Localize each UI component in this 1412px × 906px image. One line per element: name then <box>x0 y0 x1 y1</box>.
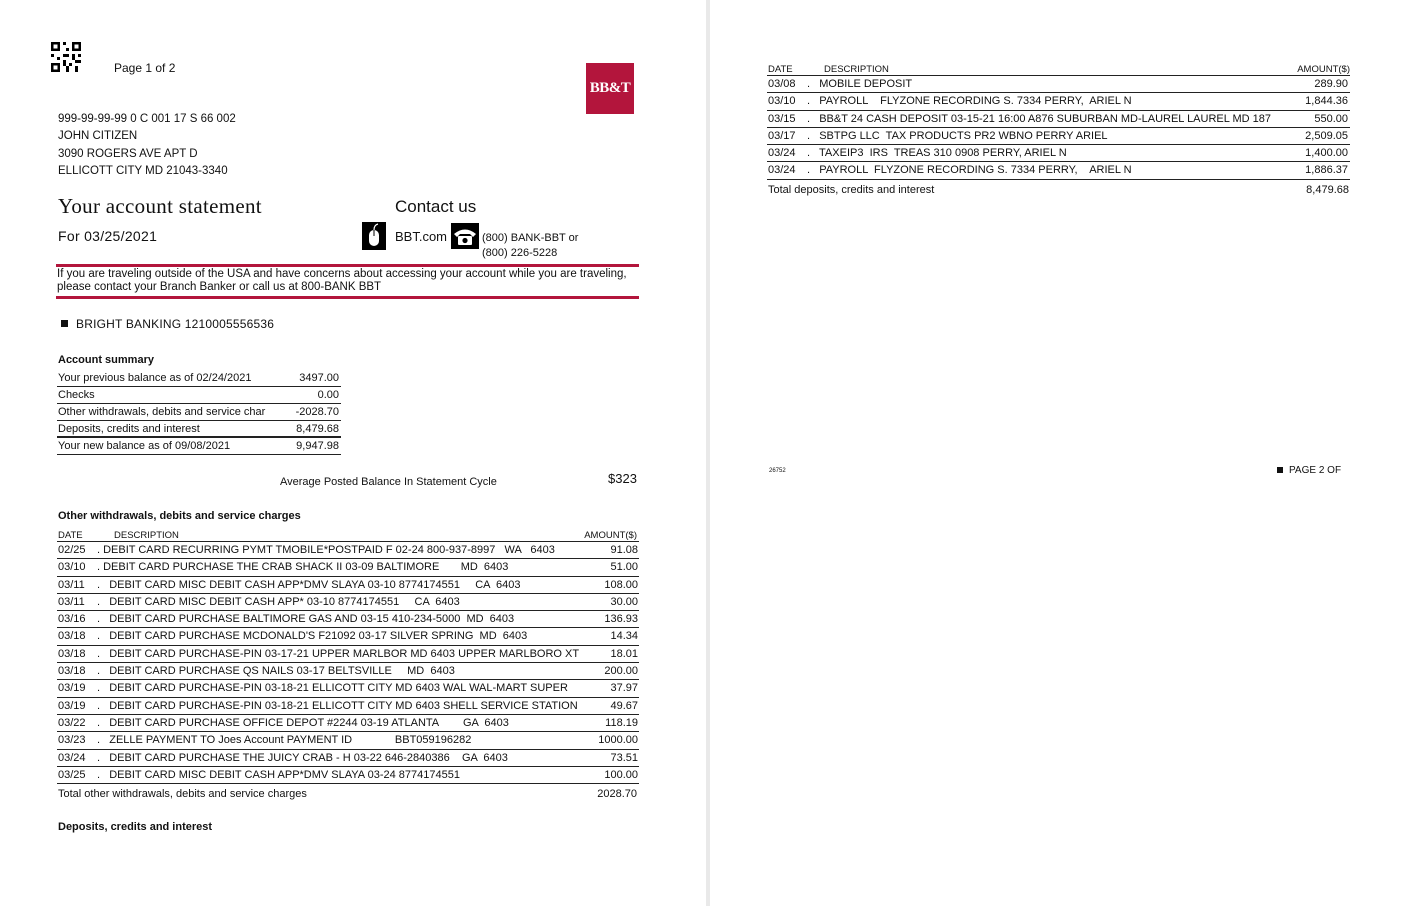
summary-label: Deposits, credits and interest <box>58 423 200 435</box>
transaction-description: . DEBIT CARD MISC DEBIT CASH APP*DMV SLAYA 03-24 8774174551 <box>97 768 460 781</box>
transaction-description: . PAYROLL FLYZONE RECORDING S. 7334 PERRY, ARIEL N <box>807 95 1132 108</box>
transaction-date: 03/18 <box>58 630 86 643</box>
transaction-amount: 91.08 <box>610 544 638 556</box>
transaction-date: 03/11 <box>58 578 85 591</box>
summary-row <box>57 438 341 455</box>
table-row <box>767 93 1350 110</box>
transaction-amount: 14.34 <box>610 630 638 643</box>
average-balance-value: $323 <box>608 471 637 486</box>
transaction-description: . DEBIT CARD PURCHASE BALTIMORE GAS AND 03-15 410-234-5000 MD 6403 <box>97 613 515 626</box>
transaction-description: . TAXEIP3 IRS TREAS 310 0908 PERRY, ARIEL N <box>807 147 1067 160</box>
transaction-date: 03/23 <box>58 734 86 747</box>
summary-value: 8,479.68 <box>296 423 339 435</box>
transaction-description: . DEBIT CARD PURCHASE MCDONALD'S F21092 03-17 SILVER SPRING MD 6403 <box>97 630 528 643</box>
column-header-date: DATE <box>768 64 793 75</box>
column-header-description: DESCRIPTION <box>114 530 179 541</box>
transaction-date: 03/19 <box>58 699 86 712</box>
transaction-amount: 2,509.05 <box>1305 129 1348 142</box>
transaction-description: . DEBIT CARD PURCHASE THE JUICY CRAB - H 03-22 646-2840386 GA 6403 <box>97 751 508 764</box>
transaction-amount: 100.00 <box>604 768 638 781</box>
summary-row <box>57 421 341 438</box>
address-line: 3090 ROGERS AVE APT D <box>58 148 198 160</box>
table-row <box>57 732 639 749</box>
travel-notice: If you are traveling outside of the USA and have concerns about accessing your account while you are traveling, please contact your Branch Banker or call us at 800-BANK BBT <box>56 264 639 299</box>
column-header-date: DATE <box>58 530 83 541</box>
transaction-amount: 37.97 <box>610 682 638 695</box>
telephone-icon <box>451 223 479 249</box>
phone-number: (800) BANK-BBT or <box>482 232 579 244</box>
summary-label: Your previous balance as of 02/24/2021 <box>58 372 252 384</box>
transaction-date: 02/25 <box>58 544 86 556</box>
bank-logo: BB&T <box>586 63 634 114</box>
transaction-amount: 136.93 <box>604 613 638 626</box>
transaction-description: . DEBIT CARD PURCHASE-PIN 03-18-21 ELLICOTT CITY MD 6403 SHELL SERVICE STATION <box>97 699 578 712</box>
transaction-amount: 289.90 <box>1314 78 1348 90</box>
footer-code: 26752 <box>769 468 786 474</box>
table-row <box>57 646 639 663</box>
column-header-amount: AMOUNT($) <box>1297 64 1350 75</box>
transaction-description: . DEBIT CARD PURCHASE-PIN 03-17-21 UPPER MARLBOR MD 6403 UPPER MARLBORO XT <box>97 647 580 660</box>
transaction-date: 03/19 <box>58 682 86 695</box>
section-heading: Deposits, credits and interest <box>58 821 213 833</box>
transaction-description: . ZELLE PAYMENT TO Joes Account PAYMENT ID BBT059196282 <box>97 734 472 747</box>
table-row <box>57 680 639 697</box>
summary-row <box>57 370 341 387</box>
transaction-date: 03/24 <box>768 147 796 160</box>
transaction-description: . MOBILE DEPOSIT <box>807 78 913 90</box>
table-row <box>57 767 639 784</box>
transaction-date: 03/11 <box>58 595 85 608</box>
footer-page-number: PAGE 2 OF <box>1289 465 1342 476</box>
deposits-total-value: 8,479.68 <box>1306 184 1349 196</box>
table-row <box>57 715 639 732</box>
table-row <box>767 145 1350 162</box>
bullet-icon <box>1277 467 1283 473</box>
summary-value: -2028.70 <box>295 406 339 418</box>
transaction-amount: 1,400.00 <box>1305 147 1348 160</box>
transaction-amount: 550.00 <box>1314 112 1348 125</box>
address-line: ELLICOTT CITY MD 21043-3340 <box>58 165 228 177</box>
transaction-description: . DEBIT CARD MISC DEBIT CASH APP* 03-10 8774174551 CA 6403 <box>97 595 460 608</box>
transaction-amount: 1000.00 <box>598 734 638 747</box>
table-row <box>767 111 1350 128</box>
summary-label: Your new balance as of 09/08/2021 <box>58 440 231 452</box>
transaction-date: 03/18 <box>58 647 86 660</box>
table-row <box>57 594 639 611</box>
table-row <box>767 76 1350 93</box>
summary-label: Checks <box>58 389 95 401</box>
summary-value: 3497.00 <box>299 372 339 384</box>
transaction-date: 03/16 <box>58 613 86 626</box>
transaction-amount: 1,886.37 <box>1305 164 1348 177</box>
table-row <box>57 698 639 715</box>
statement-title: Your account statement <box>58 194 262 218</box>
table-row <box>57 663 639 680</box>
summary-value: 0.00 <box>317 389 339 401</box>
column-header-description: DESCRIPTION <box>824 64 889 75</box>
section-heading: Other withdrawals, debits and service charges <box>58 510 301 522</box>
deposits-table <box>767 76 1350 180</box>
transaction-date: 03/24 <box>58 751 86 764</box>
transaction-description: . DEBIT CARD MISC DEBIT CASH APP*DMV SLAYA 03-10 8774174551 CA 6403 <box>97 578 521 591</box>
summary-label: Other withdrawals, debits and service char <box>58 406 266 418</box>
transaction-amount: 51.00 <box>610 561 638 574</box>
page-number: Page 1 of 2 <box>114 61 176 75</box>
transaction-amount: 200.00 <box>604 665 638 678</box>
transaction-date: 03/10 <box>768 95 796 108</box>
transaction-amount: 49.67 <box>610 699 638 712</box>
transaction-description: . DEBIT CARD PURCHASE THE CRAB SHACK II 03-09 BALTIMORE MD 6403 <box>97 561 509 574</box>
average-balance-label: Average Posted Balance In Statement Cycle <box>280 476 497 488</box>
summary-row <box>57 404 341 421</box>
statement-page-2 <box>710 0 1412 906</box>
address-line: JOHN CITIZEN <box>58 130 138 142</box>
transaction-amount: 108.00 <box>604 578 638 591</box>
transaction-description: . DEBIT CARD RECURRING PYMT TMOBILE*POSTPAID F 02-24 800-937-8997 WA 6403 <box>97 544 555 556</box>
deposits-total-label: Total deposits, credits and interest <box>768 184 935 196</box>
phone-number: (800) 226-5228 <box>482 247 558 259</box>
transaction-description: . SBTPG LLC TAX PRODUCTS PR2 WBNO PERRY ARIEL <box>807 129 1108 142</box>
bullet-icon <box>61 320 68 327</box>
transaction-description: . DEBIT CARD PURCHASE QS NAILS 03-17 BELTSVILLE MD 6403 <box>97 665 455 678</box>
withdrawals-total-value: 2028.70 <box>597 788 637 800</box>
table-row <box>57 628 639 645</box>
transaction-date: 03/10 <box>58 561 86 574</box>
summary-row <box>57 387 341 404</box>
contact-title: Contact us <box>395 197 477 216</box>
transaction-date: 03/24 <box>768 164 796 177</box>
table-row <box>57 750 639 767</box>
transaction-description: . DEBIT CARD PURCHASE OFFICE DEPOT #2244 03-19 ATLANTA GA 6403 <box>97 716 509 729</box>
transaction-date: 03/15 <box>768 112 796 125</box>
table-row <box>57 559 639 576</box>
section-heading: Account summary <box>58 354 154 366</box>
transaction-amount: 118.19 <box>605 716 638 729</box>
statement-date: For 03/25/2021 <box>58 228 158 244</box>
summary-value: 9,947.98 <box>296 440 339 452</box>
table-row <box>767 128 1350 145</box>
table-row <box>57 577 639 594</box>
transaction-date: 03/18 <box>58 665 86 678</box>
transaction-date: 03/08 <box>768 78 796 90</box>
table-row <box>57 542 639 559</box>
transaction-amount: 30.00 <box>610 595 638 608</box>
withdrawals-table <box>57 542 639 784</box>
transaction-description: . BB&T 24 CASH DEPOSIT 03-15-21 16:00 A876 SUBURBAN MD-LAUREL LAUREL MD 187 <box>807 112 1272 125</box>
column-header-amount: AMOUNT($) <box>584 530 637 541</box>
table-row <box>57 611 639 628</box>
transaction-amount: 18.01 <box>610 647 638 660</box>
transaction-description: . DEBIT CARD PURCHASE-PIN 03-18-21 ELLICOTT CITY MD 6403 WAL WAL-MART SUPER <box>97 682 568 695</box>
transaction-date: 03/25 <box>58 768 86 781</box>
account-name: BRIGHT BANKING 1210005556536 <box>76 317 275 331</box>
table-row <box>767 162 1350 179</box>
address-line: 999-99-99-99 0 C 001 17 S 66 002 <box>58 113 236 125</box>
transaction-amount: 73.51 <box>610 751 638 764</box>
transaction-date: 03/17 <box>768 129 796 142</box>
transaction-amount: 1,844.36 <box>1305 95 1348 108</box>
withdrawals-total-label: Total other withdrawals, debits and service charges <box>58 788 307 800</box>
transaction-date: 03/22 <box>58 716 86 729</box>
transaction-description: . PAYROLL FLYZONE RECORDING S. 7334 PERRY, ARIEL N <box>807 164 1132 177</box>
qr-code-icon <box>51 42 81 72</box>
mouse-icon <box>362 222 386 250</box>
website-link[interactable]: BBT.com <box>395 229 448 244</box>
